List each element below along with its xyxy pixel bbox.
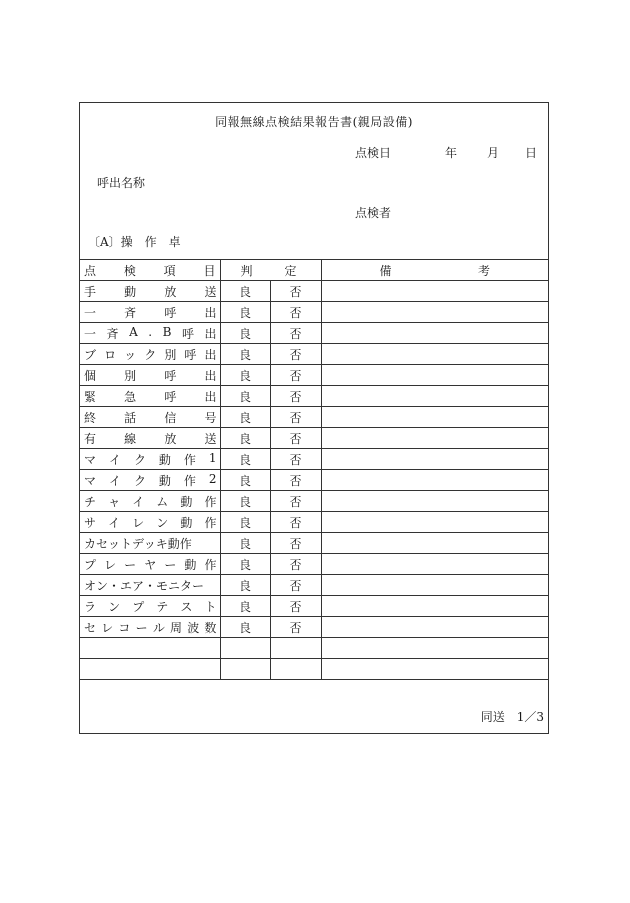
inspection-table [80,259,548,680]
bad-cell[interactable] [270,428,321,449]
item-label-part: ク [144,347,157,362]
item-label-part: イ [108,473,121,488]
item-label-part: ン [156,515,169,530]
item-label-part: 一 [84,305,97,320]
remarks-cell[interactable] [321,659,548,680]
item-label-part: チ [84,494,97,509]
item-label-part: 別 [124,368,137,383]
item-label-part: 斉 [106,326,119,341]
item-label-part: ス [180,599,193,614]
item-label-part: . [148,324,153,339]
header-judgment-char: 定 [284,263,297,278]
good-label: 良 [238,515,251,530]
table-row [80,407,548,428]
bad-cell[interactable] [270,512,321,533]
header-remarks [321,260,548,281]
item-cell [80,470,220,491]
item-label [80,535,220,552]
item-label-part: ル [152,620,165,635]
item-label-part: 出 [204,368,217,383]
item-label [80,283,220,300]
bad-cell[interactable] [270,344,321,365]
good-cell[interactable] [220,407,270,428]
item-cell [80,596,220,617]
bad-cell[interactable] [270,638,321,659]
good-cell[interactable] [220,386,270,407]
inspection-date-label: 点検日 [355,146,392,160]
bad-label: 否 [289,347,302,362]
good-label: 良 [238,389,251,404]
table-row [80,281,548,302]
item-label [80,577,220,594]
table-row [80,512,548,533]
item-label-part: 手 [84,284,97,299]
good-cell[interactable] [220,596,270,617]
good-label: 良 [238,347,251,362]
item-cell [80,533,220,554]
good-cell[interactable] [220,470,270,491]
table-row [80,554,548,575]
bad-cell[interactable] [270,617,321,638]
bad-label: 否 [289,452,302,467]
item-cell [80,281,220,302]
good-label: 良 [238,557,251,572]
good-label: 良 [238,620,251,635]
item-label-part: プ [84,557,97,572]
good-cell[interactable] [220,554,270,575]
item-label-part: 作 [204,494,217,509]
remarks-cell[interactable] [321,512,548,533]
item-label-part: レ [104,557,117,572]
inspector-label: 点検者 [355,206,392,220]
good-label: 良 [238,368,251,383]
item-label [80,304,220,321]
item-label-part: 呼 [164,389,177,404]
item-label [80,388,220,405]
header-item [80,260,220,281]
item-label-part: ー [164,557,177,572]
item-cell [80,386,220,407]
table-row [80,491,548,512]
good-label: 良 [238,578,251,593]
bad-cell[interactable] [270,302,321,323]
item-label-part: 2 [208,471,217,486]
item-label-part: A [129,324,138,339]
callname-label: 呼出名称 [97,176,146,190]
item-label-part: ロ [104,347,117,362]
header-item-char: 目 [203,263,216,278]
item-label-part: 作 [204,515,217,530]
good-cell[interactable] [220,533,270,554]
bad-label: 否 [289,599,302,614]
item-label-part: 終 [84,410,97,425]
good-cell[interactable] [220,428,270,449]
inspection-report-form [79,102,549,734]
good-cell[interactable] [220,281,270,302]
bad-cell[interactable] [270,449,321,470]
table-row [80,575,548,596]
item-label-part: 放 [164,431,177,446]
year-label: 年 [445,146,458,160]
good-label: 良 [238,473,251,488]
item-label-part: 動 [184,557,197,572]
item-cell [80,302,220,323]
section-label: 〔A〕操 作 卓 [88,235,181,249]
bad-cell[interactable] [270,554,321,575]
bad-cell[interactable] [270,491,321,512]
item-cell [80,407,220,428]
good-label: 良 [238,284,251,299]
good-cell[interactable] [220,365,270,386]
good-label: 良 [238,431,251,446]
remarks-cell[interactable] [321,596,548,617]
good-cell[interactable] [220,344,270,365]
item-cell [80,554,220,575]
header-remarks-char: 考 [477,263,490,278]
item-label-part: 有 [84,431,97,446]
item-label-part: 号 [204,410,217,425]
item-label [80,556,220,573]
item-label-part: 波 [187,620,200,635]
item-label-part: 出 [204,305,217,320]
bad-label: 否 [289,389,302,404]
item-label-part: 動 [180,494,193,509]
bad-label: 否 [289,620,302,635]
item-label-part: 放 [164,284,177,299]
bad-label: 否 [289,368,302,383]
item-label-part: 数 [204,620,217,635]
item-cell[interactable] [80,638,220,659]
bad-label: 否 [289,431,302,446]
item-label-part: セ [84,620,97,635]
good-label: 良 [238,599,251,614]
item-label-part: ム [156,494,169,509]
remarks-cell[interactable] [321,407,548,428]
good-label: 良 [238,452,251,467]
item-label-part: イ [108,515,121,530]
item-label [80,346,220,363]
item-label-part: イ [132,494,145,509]
item-cell [80,617,220,638]
item-label-part: ク [133,452,146,467]
item-label-part: B [162,324,172,339]
item-label-part: イ [108,452,121,467]
bad-cell[interactable] [270,659,321,680]
remarks-cell[interactable] [321,533,548,554]
item-label-part: 呼 [164,305,177,320]
item-label [80,514,220,531]
remarks-cell[interactable] [321,554,548,575]
good-label: 良 [238,494,251,509]
table-row [80,449,548,470]
item-cell [80,512,220,533]
item-label-part: 送 [204,284,217,299]
header-remarks-char: 備 [379,263,392,278]
remarks-cell[interactable] [321,365,548,386]
good-cell[interactable] [220,449,270,470]
item-label-part: 緊 [84,389,97,404]
good-label: 良 [238,326,251,341]
bad-label: 否 [289,284,302,299]
bad-label: 否 [289,326,302,341]
table-row [80,302,548,323]
bad-cell[interactable] [270,386,321,407]
remarks-cell[interactable] [321,617,548,638]
item-label-part: ッ [124,347,137,362]
remarks-cell[interactable] [321,323,548,344]
bad-label: 否 [289,557,302,572]
item-label-part: オン・エア・モニター [84,578,205,593]
item-label-part: 送 [204,431,217,446]
header-judgment-char: 判 [240,263,253,278]
item-cell [80,428,220,449]
table-row [80,470,548,491]
item-label [80,451,220,468]
good-cell[interactable] [220,323,270,344]
report-title: 同報無線点検結果報告書(親局設備) [215,115,413,129]
remarks-cell[interactable] [321,470,548,491]
item-label-part: 動 [124,284,137,299]
bad-cell[interactable] [270,533,321,554]
item-label [80,472,220,489]
item-label-part: ラ [84,599,97,614]
item-label-part: 斉 [124,305,137,320]
bad-cell[interactable] [270,575,321,596]
remarks-cell[interactable] [321,449,548,470]
item-label-part: レ [101,620,114,635]
bad-cell[interactable] [270,596,321,617]
remarks-cell[interactable] [321,575,548,596]
item-label-part: ト [204,599,217,614]
remarks-cell[interactable] [321,302,548,323]
table-row [80,533,548,554]
item-label-part: ヤ [144,557,157,572]
item-label-part: 急 [124,389,137,404]
item-label-part: レ [132,515,145,530]
item-cell [80,491,220,512]
item-label-part: サ [84,515,97,530]
month-label: 月 [487,146,500,160]
table-row [80,617,548,638]
item-label-part: ー [124,557,137,572]
bad-label: 否 [289,515,302,530]
item-label [80,493,220,510]
remarks-cell[interactable] [321,428,548,449]
item-cell [80,344,220,365]
table-header-row [80,260,548,281]
item-label-part: 線 [124,431,137,446]
good-label: 良 [238,536,251,551]
item-label [80,598,220,615]
item-label [80,409,220,426]
remarks-cell[interactable] [321,491,548,512]
blank-row [80,659,548,680]
good-label: 良 [238,410,251,425]
item-label-part: 呼 [184,347,197,362]
remarks-cell[interactable] [321,386,548,407]
item-label-part: 1 [208,450,217,465]
item-label-part: プ [132,599,145,614]
item-label-part: 動 [158,452,171,467]
item-label-part: 一 [84,326,97,341]
table-row [80,386,548,407]
bad-cell[interactable] [270,407,321,428]
header-item-char: 点 [84,263,97,278]
bad-label: 否 [289,494,302,509]
bad-cell[interactable] [270,281,321,302]
item-label-part: 動 [180,515,193,530]
bad-cell[interactable] [270,470,321,491]
item-label-part: 作 [183,473,196,488]
item-label-part: ブ [84,347,97,362]
item-label-part: 別 [164,347,177,362]
item-label-part: コ [118,620,131,635]
item-label-part: 出 [204,326,217,341]
item-cell [80,575,220,596]
item-label-part: 個 [84,368,97,383]
bad-label: 否 [289,536,302,551]
item-label-part: ク [133,473,146,488]
blank-row [80,638,548,659]
item-label-part: 出 [204,347,217,362]
item-label-part: テ [156,599,169,614]
item-label-part: マ [84,473,97,488]
good-label: 良 [238,305,251,320]
item-label [80,367,220,384]
item-label-part: 信 [164,410,177,425]
table-row [80,596,548,617]
table-row [80,344,548,365]
item-label-part: ー [135,620,148,635]
good-cell[interactable] [220,575,270,596]
item-label-part: カセットデッキ動作 [84,536,192,551]
remarks-cell[interactable] [321,281,548,302]
bad-label: 否 [289,410,302,425]
item-label-part: 作 [183,452,196,467]
item-label-part: 呼 [181,326,194,341]
item-cell [80,365,220,386]
good-cell[interactable] [220,617,270,638]
good-cell[interactable] [220,512,270,533]
remarks-cell[interactable] [321,638,548,659]
bad-cell[interactable] [270,365,321,386]
bad-cell[interactable] [270,323,321,344]
header-judgment [220,260,321,281]
bad-label: 否 [289,305,302,320]
item-label [80,619,220,636]
item-cell [80,449,220,470]
header-item-char: 項 [163,263,176,278]
bad-label: 否 [289,473,302,488]
item-label-part: マ [84,452,97,467]
item-label-part: 話 [124,410,137,425]
day-label: 日 [525,146,538,160]
table-row [80,365,548,386]
good-cell[interactable] [220,659,270,680]
item-label-part: 動 [158,473,171,488]
item-label-part: ャ [108,494,121,509]
remarks-cell[interactable] [321,344,548,365]
item-label [80,325,220,342]
good-cell[interactable] [220,491,270,512]
item-label-part: 出 [204,389,217,404]
page-footer: 同送 1／3 [480,710,544,724]
good-cell[interactable] [220,302,270,323]
item-label-part: ン [108,599,121,614]
item-label-part: 周 [170,620,183,635]
item-label-part: 作 [204,557,217,572]
item-cell[interactable] [80,659,220,680]
table-row [80,323,548,344]
item-label-part: 呼 [164,368,177,383]
header-item-char: 検 [123,263,136,278]
item-cell [80,323,220,344]
table-row [80,428,548,449]
item-label [80,430,220,447]
good-cell[interactable] [220,638,270,659]
bad-label: 否 [289,578,302,593]
